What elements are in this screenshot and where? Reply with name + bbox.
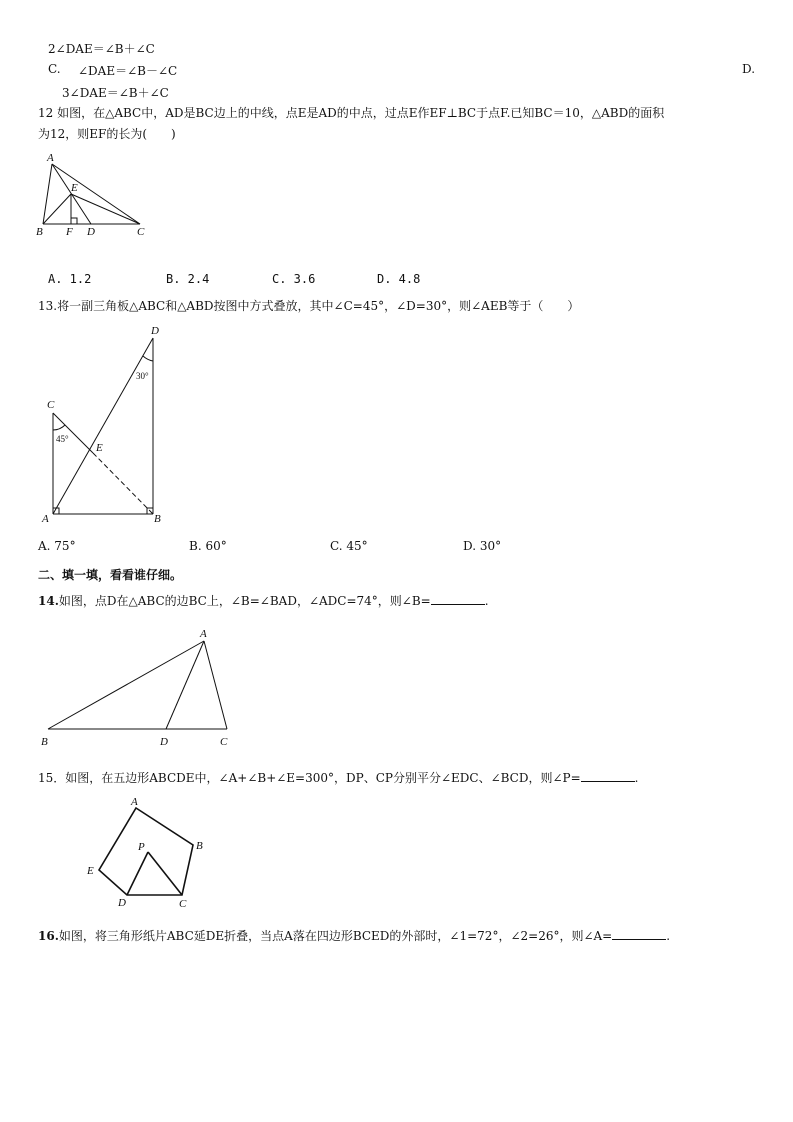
q14-number: 14. bbox=[38, 594, 59, 608]
q13-label-e: E bbox=[96, 442, 103, 454]
q13-angle-label-c: 45° bbox=[56, 434, 69, 444]
q14-label-c: C bbox=[220, 736, 228, 748]
q13-label-c: C bbox=[47, 399, 55, 411]
q15-pentagon bbox=[99, 808, 193, 895]
q12-option-a: A. 1.2 bbox=[48, 272, 92, 286]
q12-option-b: B. 2.4 bbox=[166, 272, 210, 286]
q12-text-line2: 为12，则EF的长为( ) bbox=[38, 127, 176, 141]
section-2-title: 二、填一填，看看谁仔细。 bbox=[38, 568, 183, 582]
prev-option-c-text: ∠DAE＝∠B－∠C bbox=[78, 64, 178, 78]
q15-label-e: E bbox=[87, 865, 94, 877]
q13-angle-label-d: 30° bbox=[136, 371, 149, 381]
q14-label-a: A bbox=[200, 628, 207, 640]
q13-label-a: A bbox=[42, 513, 49, 525]
q12-label-c: C bbox=[137, 226, 145, 238]
q12-label-f: F bbox=[66, 226, 73, 238]
q15-text-pre: 15．如图，在五边形ABCDE中，∠A+∠B+∠E=300°，DP、CP分别平分∠EDC、∠BCD，则∠P= bbox=[38, 771, 581, 785]
q13-label-b: B bbox=[154, 513, 161, 525]
q14-text-pre: 如图，点D在△ABC的边BC上，∠B=∠BAD，∠ADC=74°，则∠B= bbox=[58, 594, 431, 608]
q15-segment-pc bbox=[148, 852, 182, 895]
q12-label-d: D bbox=[87, 226, 95, 238]
q14-label-b: B bbox=[41, 736, 48, 748]
prev-option-c-label: C. bbox=[48, 62, 61, 76]
q16-number: 16. bbox=[38, 929, 59, 943]
q15-label-a: A bbox=[131, 796, 138, 808]
prev-option-line3: 3∠DAE＝∠B＋∠C bbox=[62, 86, 169, 100]
q12-text-line1: 12 如图，在△ABC中，AD是BC边上的中线，点E是AD的中点，过点E作EF⊥BC于点F.已知BC＝10，△ABD的面积 bbox=[38, 106, 665, 120]
q12-label-e: E bbox=[71, 182, 78, 194]
q15-label-d: D bbox=[118, 897, 126, 909]
q12-label-a: A bbox=[47, 152, 54, 164]
q16-answer-blank[interactable] bbox=[612, 928, 666, 940]
q16-text-pre: 如图，将三角形纸片ABC延DE折叠，当点A落在四边形BCED的外部时，∠1=72°，∠2=26°，则∠A= bbox=[58, 929, 613, 943]
q12-label-b: B bbox=[36, 226, 43, 238]
q14-label-d: D bbox=[160, 736, 168, 748]
q13-text: 13.将一副三角板△ABC和△ABD按图中方式叠放，其中∠C=45°，∠D=30°，则∠AEB等于（ ） bbox=[38, 299, 580, 313]
q12-option-d: D. 4.8 bbox=[377, 272, 421, 286]
q15-label-c: C bbox=[179, 898, 187, 910]
q15-label-b: B bbox=[196, 840, 203, 852]
q13-option-b: B. 60° bbox=[189, 539, 227, 553]
q15-segment-dp bbox=[127, 852, 148, 895]
q12-option-c: C. 3.6 bbox=[272, 272, 316, 286]
q16-text bbox=[38, 927, 670, 944]
q15-text-post: . bbox=[634, 771, 639, 785]
q14-text-post: . bbox=[484, 594, 489, 608]
q13-option-d: D. 30° bbox=[463, 539, 502, 553]
q15-label-p: P bbox=[138, 841, 145, 853]
prev-option-line1: 2∠DAE＝∠B＋∠C bbox=[48, 42, 155, 56]
prev-option-d-label: D. bbox=[742, 62, 756, 76]
q13-option-c: C. 45° bbox=[330, 539, 368, 553]
q13-option-a: A. 75° bbox=[38, 539, 76, 553]
q16-text-post: . bbox=[666, 929, 671, 943]
q13-label-d: D bbox=[151, 325, 159, 337]
